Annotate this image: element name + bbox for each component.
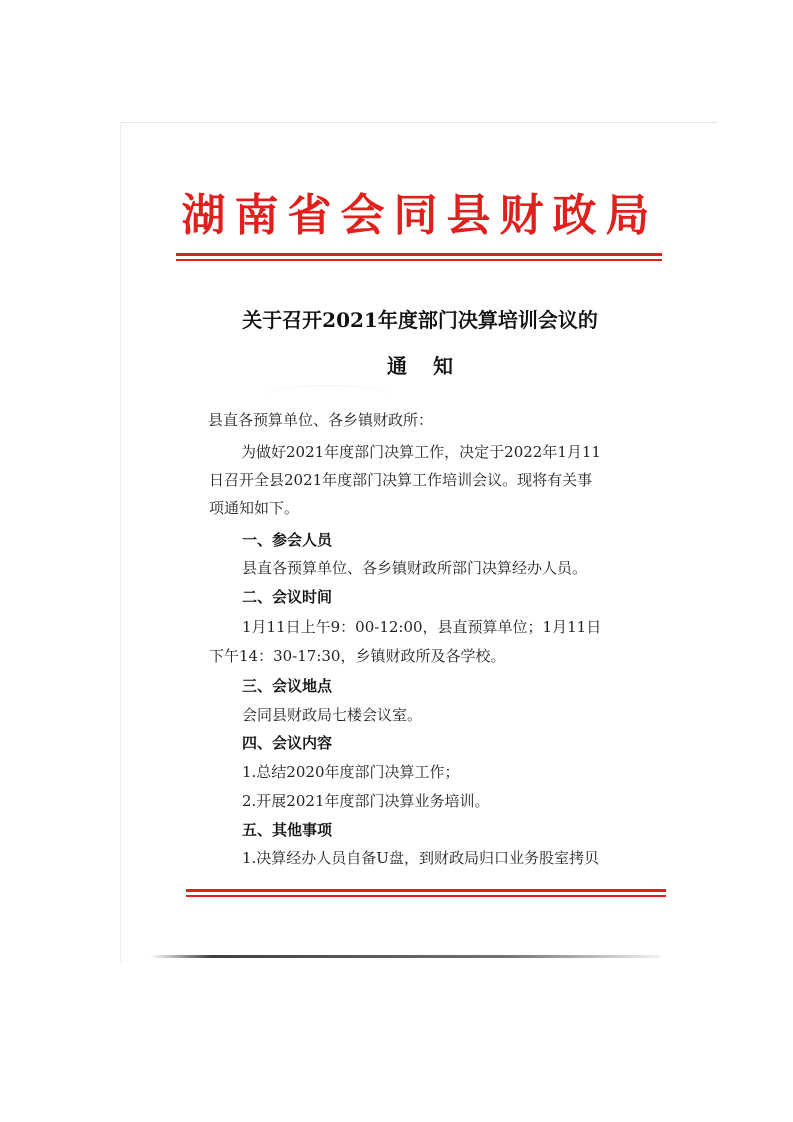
section-content-item-2: 2.开展2021年度部门决算业务培训。	[242, 792, 490, 810]
section-heading-time: 二、会议时间	[242, 588, 333, 606]
scan-edge-left	[120, 122, 121, 962]
document-title-line2: 通知	[387, 354, 479, 378]
section-text-attendees: 县直各预算单位、各乡镇财政所部门决算经办人员。	[242, 559, 588, 577]
section-heading-attendees: 一、参会人员	[242, 531, 333, 549]
faint-stamp-mark	[268, 385, 388, 406]
org-header-title: 湖南省会同县财政局	[181, 190, 659, 241]
footer-red-rule-thin	[186, 895, 666, 897]
section-text-time-line2: 下午14：30-17:30，乡镇财政所及各学校。	[209, 647, 506, 665]
section-content-item-1: 1.总结2020年度部门决算工作；	[242, 763, 460, 781]
section-text-location: 会同县财政局七楼会议室。	[242, 706, 423, 724]
intro-line-2: 日召开全县2021年度部门决算工作培训会议。现将有关事	[209, 471, 593, 489]
scan-edge-top	[120, 122, 718, 123]
section-other-item-1: 1.决算经办人员自备U盘，到财政局归口业务股室拷贝	[242, 849, 599, 867]
intro-line-1: 为做好2021年度部门决算工作，决定于2022年1月11	[241, 443, 601, 461]
section-heading-content: 四、会议内容	[242, 734, 333, 752]
section-heading-location: 三、会议地点	[242, 677, 333, 695]
document-title-line1: 关于召开2021年度部门决算培训会议的	[242, 308, 598, 332]
salutation: 县直各预算单位、各乡镇财政所：	[208, 411, 434, 429]
header-red-rule-thin	[176, 259, 662, 261]
section-heading-other: 五、其他事项	[242, 821, 333, 839]
section-text-time-line1: 1月11日上午9：00-12:00，县直预算单位；1月11日	[242, 618, 602, 636]
intro-line-3: 项通知如下。	[209, 499, 300, 517]
scan-shadow-line	[150, 955, 660, 958]
header-red-rule-thick	[176, 253, 662, 256]
footer-red-rule-thick	[186, 889, 666, 892]
